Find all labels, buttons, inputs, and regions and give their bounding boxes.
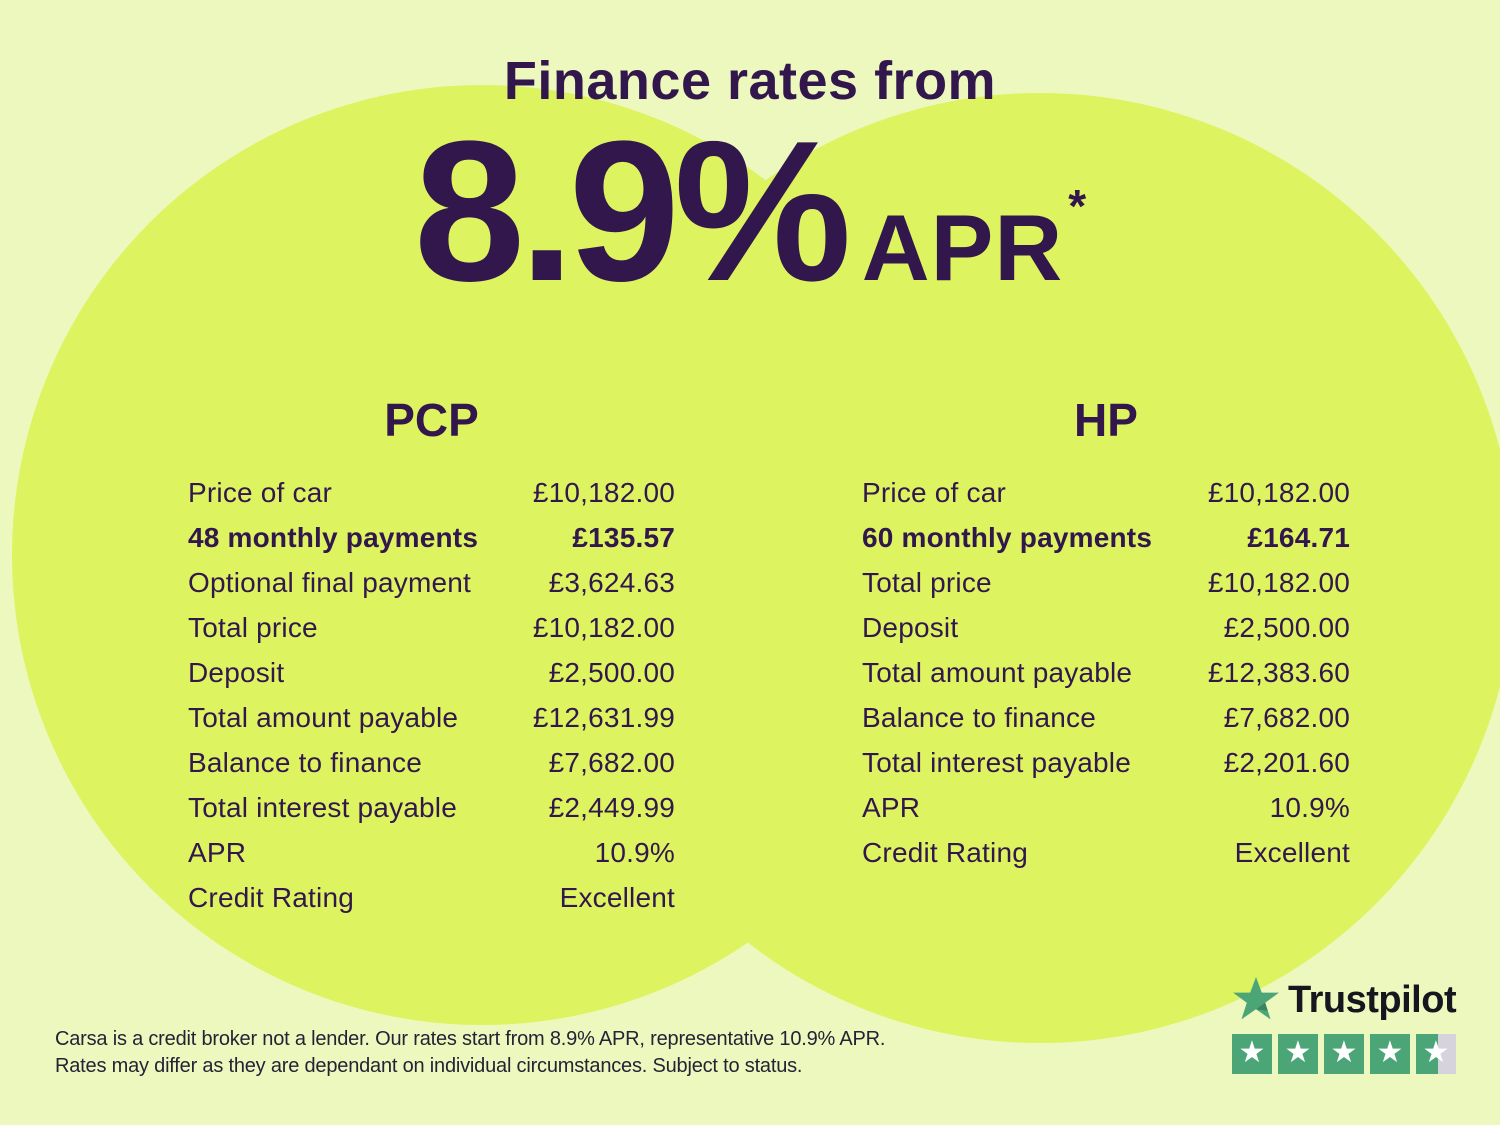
row-value: £7,682.00 [1223, 701, 1350, 733]
white-star-icon: ★ [1330, 1035, 1358, 1070]
white-star-icon: ★ [1284, 1035, 1312, 1070]
table-row [188, 740, 675, 785]
row-value: £2,201.60 [1223, 746, 1350, 778]
row-value: £2,500.00 [1223, 611, 1350, 643]
table-row [188, 470, 675, 515]
rating-star-box [1232, 1034, 1272, 1074]
row-label: Deposit [862, 611, 959, 643]
row-value: £2,500.00 [548, 656, 675, 688]
row-value: 10.9% [594, 836, 675, 868]
trustpilot-block [1232, 976, 1456, 1074]
row-label: Balance to finance [862, 701, 1096, 733]
row-label: Total interest payable [862, 746, 1132, 778]
row-value: £10,182.00 [1207, 566, 1350, 598]
row-label: Price of car [188, 476, 332, 508]
table-row [188, 830, 675, 875]
disclaimer-line-2: Rates may differ as they are dependant on individual circumstances. Subject to status. [55, 1055, 803, 1077]
table-row [862, 740, 1350, 785]
hp-table-heading: HP [1074, 394, 1138, 446]
row-label: Total amount payable [862, 656, 1133, 688]
row-label: Price of car [862, 476, 1006, 508]
row-label: Credit Rating [862, 836, 1029, 868]
rate-asterisk: * [1068, 180, 1087, 232]
rating-star-box [1278, 1034, 1318, 1074]
table-row [862, 470, 1350, 515]
row-label: APR [188, 836, 247, 868]
row-value: £10,182.00 [1207, 476, 1350, 508]
trustpilot-rating-stars [1232, 1034, 1456, 1074]
row-label: 48 monthly payments [188, 521, 479, 553]
row-value: £10,182.00 [532, 476, 675, 508]
table-row [862, 605, 1350, 650]
table-row [188, 785, 675, 830]
row-label: 60 monthly payments [862, 521, 1153, 553]
row-value: £2,449.99 [548, 791, 675, 823]
table-row [862, 785, 1350, 830]
table-row [862, 650, 1350, 695]
table-row [862, 560, 1350, 605]
row-value: £12,383.60 [1207, 656, 1350, 688]
row-value: 10.9% [1269, 791, 1350, 823]
disclaimer [55, 1026, 885, 1080]
row-label: Deposit [188, 656, 285, 688]
row-label: APR [862, 791, 921, 823]
hp-table [862, 470, 1350, 875]
rating-star-box [1324, 1034, 1364, 1074]
table-row [188, 875, 675, 920]
row-value: £12,631.99 [532, 701, 675, 733]
row-value: Excellent [1234, 836, 1350, 868]
table-row [188, 560, 675, 605]
row-value: Excellent [559, 881, 675, 913]
table-row [188, 515, 675, 560]
rating-star-box [1370, 1034, 1410, 1074]
table-row [188, 650, 675, 695]
rate-apr-label: APR [861, 195, 1064, 300]
trustpilot-star-icon [1232, 976, 1280, 1024]
row-value: £7,682.00 [548, 746, 675, 778]
row-value: £164.71 [1247, 521, 1350, 553]
trustpilot-wordmark: Trustpilot [1288, 978, 1457, 1021]
headline-rate [0, 100, 1500, 323]
rating-star-box [1416, 1034, 1456, 1074]
row-label: Credit Rating [188, 881, 355, 913]
row-label: Total price [188, 611, 318, 643]
row-label: Total amount payable [188, 701, 459, 733]
row-label: Balance to finance [188, 746, 422, 778]
disclaimer-line-1: Carsa is a credit broker not a lender. Our rates start from 8.9% APR, representative 10.9% APR. [55, 1028, 886, 1050]
table-row [188, 605, 675, 650]
trustpilot-logo-row [1232, 976, 1456, 1024]
table-row [188, 695, 675, 740]
row-label: Total price [862, 566, 992, 598]
row-value: £10,182.00 [532, 611, 675, 643]
row-label: Total interest payable [188, 791, 458, 823]
white-star-icon: ★ [1376, 1035, 1404, 1070]
table-row [862, 830, 1350, 875]
white-star-icon: ★ [1422, 1035, 1450, 1070]
table-row [862, 515, 1350, 560]
pcp-table [188, 470, 675, 920]
page-title: Finance rates from [503, 51, 997, 111]
white-star-icon: ★ [1238, 1035, 1266, 1070]
table-row [862, 695, 1350, 740]
row-value: £135.57 [572, 521, 675, 553]
pcp-table-heading: PCP [384, 394, 479, 446]
row-label: Optional final payment [188, 566, 472, 598]
row-value: £3,624.63 [548, 566, 675, 598]
rate-value: 8.9% [413, 100, 846, 323]
